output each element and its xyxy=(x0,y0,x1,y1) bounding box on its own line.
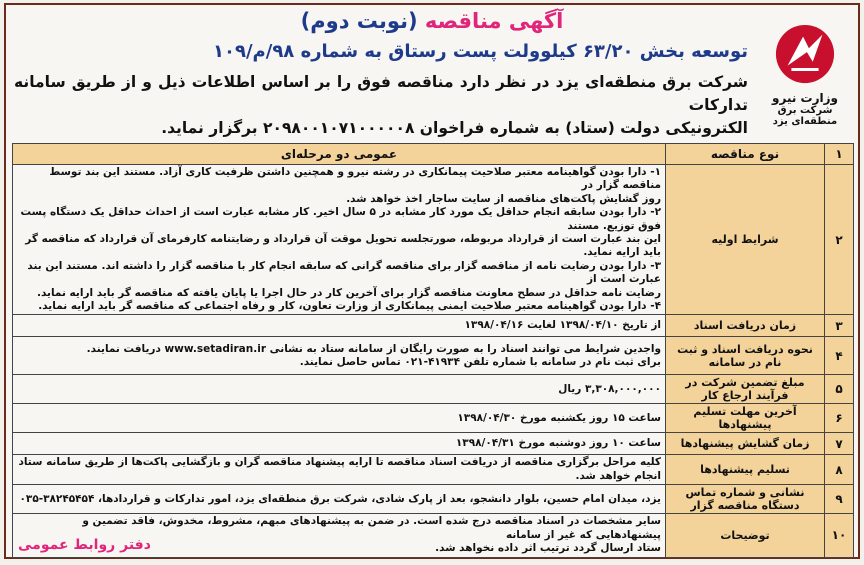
row-number: ۵ xyxy=(825,375,854,404)
row-content xyxy=(13,165,666,315)
content-line: ۱- دارا بودن گواهینامه معتبر صلاحیت پیمانکاری در رشته نیرو و همچنین داشتن ظرفیت کاری آزاد. مستند این بند توسط مناقصه گزار در xyxy=(49,166,661,192)
row-content xyxy=(13,455,666,485)
row-label: شرایط اولیه xyxy=(666,165,825,315)
title-main: آگهی مناقصه xyxy=(424,9,564,33)
intro-line: شرکت برق منطقه‌ای یزد در نظر دارد مناقصه فوق را بر اساس اطلاعات ذیل و از طریق سامانه تدارکات xyxy=(14,73,748,114)
row-content xyxy=(13,315,666,337)
table-row xyxy=(13,165,854,315)
row-number: ۸ xyxy=(825,455,854,485)
row-content xyxy=(13,485,666,514)
row-label: نحوه دریافت اسناد و ثبت نام در سامانه xyxy=(666,337,825,375)
tender-notice xyxy=(4,3,860,559)
table-row xyxy=(13,433,854,455)
row-label: زمان دریافت اسناد xyxy=(666,315,825,337)
tender-details-table xyxy=(12,143,854,558)
intro-line: الکترونیکی دولت (ستاد) به شماره فراخوان ۲۰۹۸۰۰۱۰۷۱۰۰۰۰۰۸ برگزار نماید. xyxy=(161,119,748,137)
content-line: این بند عبارت است از قرارداد مربوطه، صورتجلسه تحویل موقت آن قرارداد و رضایتنامه کارفرمای آن قرارداد که مناقصه گر باید ارایه نماید. xyxy=(25,233,661,259)
row-content xyxy=(13,404,666,433)
content-line: ۴- دارا بودن گواهینامه معتبر صلاحیت ایمنی پیمانکاری از وزارت تعاون، کار و رفاه اجتماعی که مناقصه گر باید ارایه نماید. xyxy=(38,300,661,313)
company-logo xyxy=(760,23,850,127)
title-round: (نوبت دوم) xyxy=(300,9,418,33)
table-header-row xyxy=(13,144,854,165)
notice-header xyxy=(6,5,858,141)
content-line: روز گشایش پاکت‌های مناقصه از سایت ساجار اخذ خواهد شد. xyxy=(346,192,661,205)
header-value: عمومی دو مرحله‌ای xyxy=(13,144,666,165)
content-line: ساعت ۱۵ روز یکشنبه مورخ ۱۳۹۸/۰۴/۳۰ xyxy=(457,411,661,424)
content-line: ساعت ۱۰ روز دوشنبه مورخ ۱۳۹۸/۰۴/۳۱ xyxy=(455,437,661,450)
table-row xyxy=(13,485,854,514)
table-row xyxy=(13,337,854,375)
content-line: ستاد ارسال گردد ترتیب اثر داده نخواهد شد. xyxy=(435,542,661,555)
row-content xyxy=(13,433,666,455)
row-label: توضیحات xyxy=(666,514,825,557)
table-row xyxy=(13,315,854,337)
content-line: ۳- دارا بودن رضایت نامه از مناقصه گزار برای مناقصه گرانی که سابقه انجام کار با مناقصه گزار را داشته اند. مستند این بند عبارت است از xyxy=(27,259,661,286)
content-line: یزد، میدان امام حسین، بلوار دانشجو، بعد از پارک شادی، شرکت برق منطقه‌ای یزد، امور تدارکات و قراردادها، ۳۸۲۴۵۴۵۴-۰۳۵ xyxy=(19,492,661,505)
row-number: ۷ xyxy=(825,433,854,455)
row-number: ۶ xyxy=(825,404,854,433)
notice-title xyxy=(6,9,858,33)
content-line: کلیه مراحل برگزاری مناقصه از دریافت اسناد مناقصه تا ارایه پیشنهاد مناقصه گران و بازگشایی پاکت‌ها از طریق سامانه ستاد انجام خواهد شد. xyxy=(18,456,661,482)
table-row xyxy=(13,404,854,433)
table-body xyxy=(13,165,854,558)
row-number: ۹ xyxy=(825,485,854,514)
row-label: مبلغ تضمین شرکت در فرآیند ارجاع کار xyxy=(666,375,825,404)
project-title: توسعه بخش ۶۳/۲۰ کیلوولت پست رستاق به شماره ۹۸/م/۱۰۹ xyxy=(213,41,748,62)
intro-text xyxy=(14,71,748,140)
table-row xyxy=(13,455,854,485)
row-label: زمان گشایش پیشنهادها xyxy=(666,433,825,455)
content-line: واجدین شرایط می توانند اسناد را به صورت رایگان از سامانه ستاد به نشانی www.setadiran.ir دریافت نمایند. xyxy=(86,342,661,355)
row-number: ۲ xyxy=(825,165,854,315)
row-label: نشانی و شماره تماس دستگاه مناقصه گزار xyxy=(666,485,825,514)
row-label: آخرین مهلت تسلیم پیشنهادها xyxy=(666,404,825,433)
row-content xyxy=(13,375,666,404)
header-num: ۱ xyxy=(825,144,854,165)
row-number: ۴ xyxy=(825,337,854,375)
content-line: ۳,۳۰۸,۰۰۰,۰۰۰ ریال xyxy=(558,382,661,395)
header-label: نوع مناقصه xyxy=(666,144,825,165)
row-content xyxy=(13,337,666,375)
content-line: برای ثبت نام در سامانه با شماره تلفن ۴۱۹۳۴-۰۲۱ تماس حاصل نمایند. xyxy=(299,355,661,368)
row-number: ۳ xyxy=(825,315,854,337)
table-row xyxy=(13,375,854,404)
content-line: از تاریخ ۱۳۹۸/۰۴/۱۰ لغایت ۱۳۹۸/۰۴/۱۶ xyxy=(464,319,661,332)
content-line: سایر مشخصات در اسناد مناقصه درج شده است. در ضمن به پیشنهادهای مبهم، مشروط، مخدوش، فاقد تضمین و پیشنهادهایی که غیر از سامانه xyxy=(82,515,661,541)
content-line: رضایت نامه حداقل در سطح معاونت مناقصه گزار برای آخرین کار در حال اجرا یا پایان یافته که مناقصه گر باید ارایه نماید. xyxy=(36,286,661,299)
content-line: ۲- دارا بودن سابقه انجام حداقل یک مورد کار مشابه در ۵ سال اخیر. کار مشابه عبارت است از احداث حداقل یک دستگاه پست فوق توزیع. مستند xyxy=(20,206,661,232)
public-relations-signature: دفتر روابط عمومی xyxy=(18,537,151,553)
row-number: ۱۰ xyxy=(825,514,854,557)
row-label: تسلیم پیشنهادها xyxy=(666,455,825,485)
company-name: شرکت برق منطقه‌ای یزد xyxy=(772,105,838,127)
ministry-name: وزارت نیرو xyxy=(772,91,838,105)
